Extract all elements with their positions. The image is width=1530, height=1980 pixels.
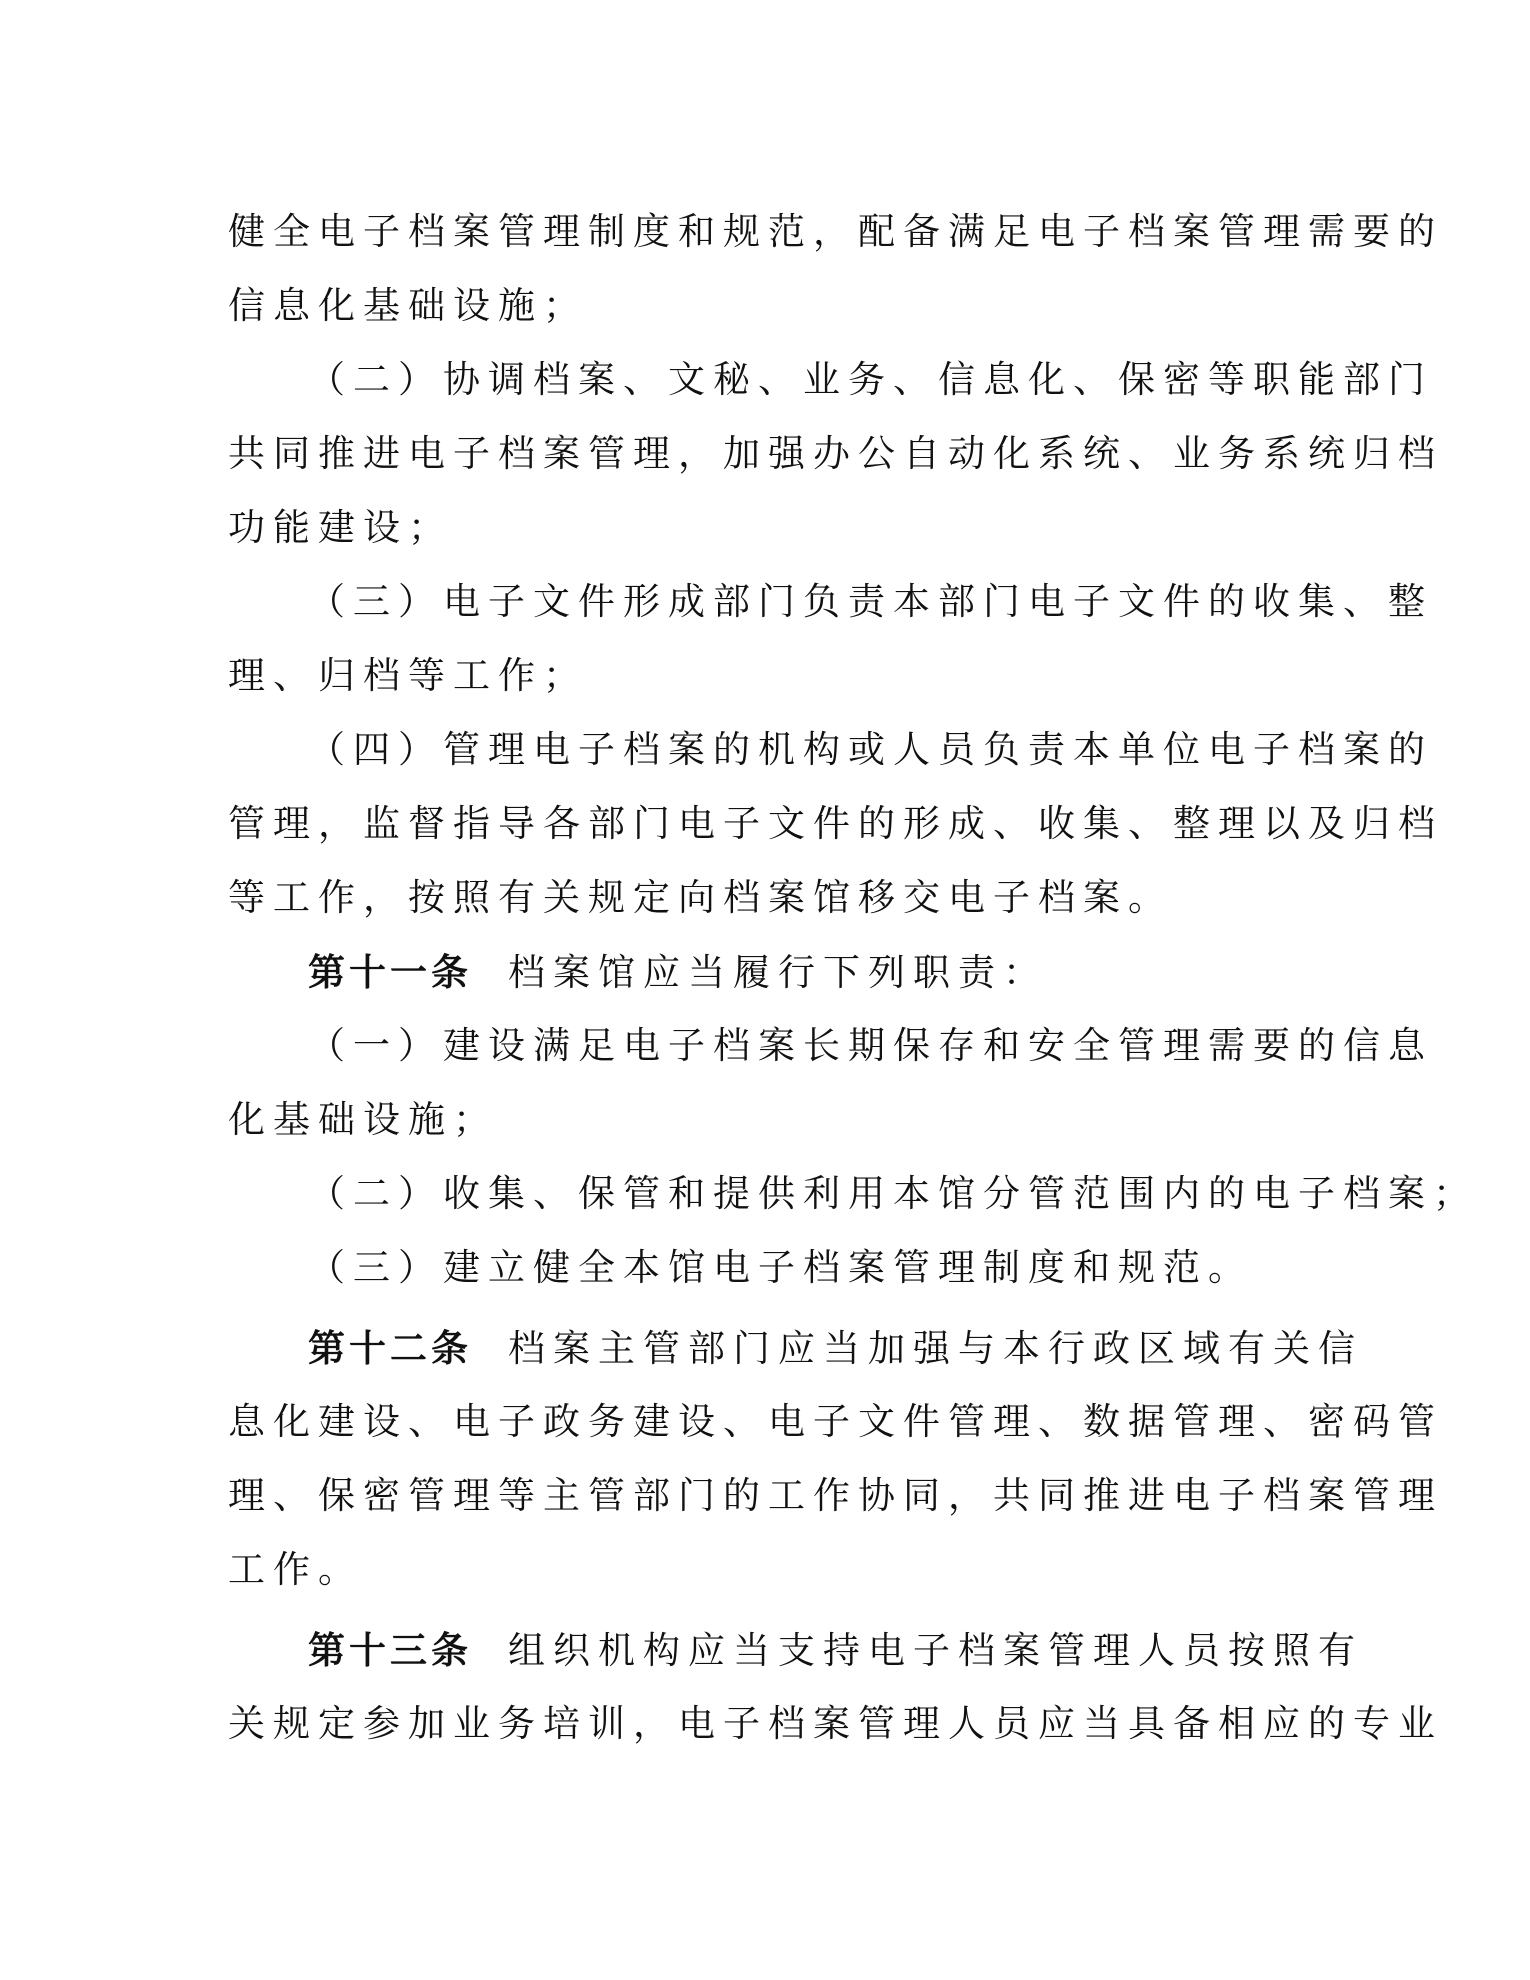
paragraph-line: 功能建设； <box>228 506 453 549</box>
article-twelve-line <box>228 1311 1363 1385</box>
article-label: 第十二条 <box>308 1326 472 1370</box>
article-label: 第十三条 <box>308 1628 472 1672</box>
paragraph-line: 息化建设、电子政务建设、电子文件管理、数据管理、密码管 <box>228 1400 1443 1443</box>
paragraph-line: （三）电子文件形成部门负责本部门电子文件的收集、整 <box>308 580 1433 623</box>
article-eleven-line <box>228 935 1298 1009</box>
paragraph-line: 理、归档等工作； <box>228 654 588 697</box>
paragraph-line: 共同推进电子档案管理，加强办公自动化系统、业务系统归档 <box>228 432 1443 475</box>
article-text: 组织机构应当支持电子档案管理人员按照有 <box>508 1629 1363 1672</box>
article-thirteen-line <box>228 1613 1363 1687</box>
paragraph-line: 关规定参加业务培训，电子档案管理人员应当具备相应的专业 <box>228 1702 1443 1745</box>
article-text: 档案馆应当履行下列职责： <box>508 951 1048 994</box>
paragraph-line: 理、保密管理等主管部门的工作协同，共同推进电子档案管理 <box>228 1474 1443 1517</box>
paragraph-line: 管理，监督指导各部门电子文件的形成、收集、整理以及归档 <box>228 802 1443 845</box>
paragraph-line: 信息化基础设施； <box>228 284 588 327</box>
paragraph-line: 健全电子档案管理制度和规范，配备满足电子档案管理需要的 <box>228 210 1443 253</box>
paragraph-line: （二）协调档案、文秘、业务、信息化、保密等职能部门 <box>308 358 1433 401</box>
paragraph-line: 等工作，按照有关规定向档案馆移交电子档案。 <box>228 876 1173 919</box>
article-text: 档案主管部门应当加强与本行政区域有关信 <box>508 1327 1363 1370</box>
paragraph-line: （四）管理电子档案的机构或人员负责本单位电子档案的 <box>308 728 1433 771</box>
paragraph-line: （三）建立健全本馆电子档案管理制度和规范。 <box>308 1246 1253 1289</box>
paragraph-line: （一）建设满足电子档案长期保存和安全管理需要的信息 <box>308 1024 1433 1067</box>
document-body <box>228 195 1478 1761</box>
paragraph-line: 化基础设施； <box>228 1098 498 1141</box>
article-label: 第十一条 <box>308 950 472 994</box>
paragraph-line: 工作。 <box>228 1548 363 1591</box>
paragraph-line: （二）收集、保管和提供利用本馆分管范围内的电子档案； <box>308 1172 1478 1215</box>
